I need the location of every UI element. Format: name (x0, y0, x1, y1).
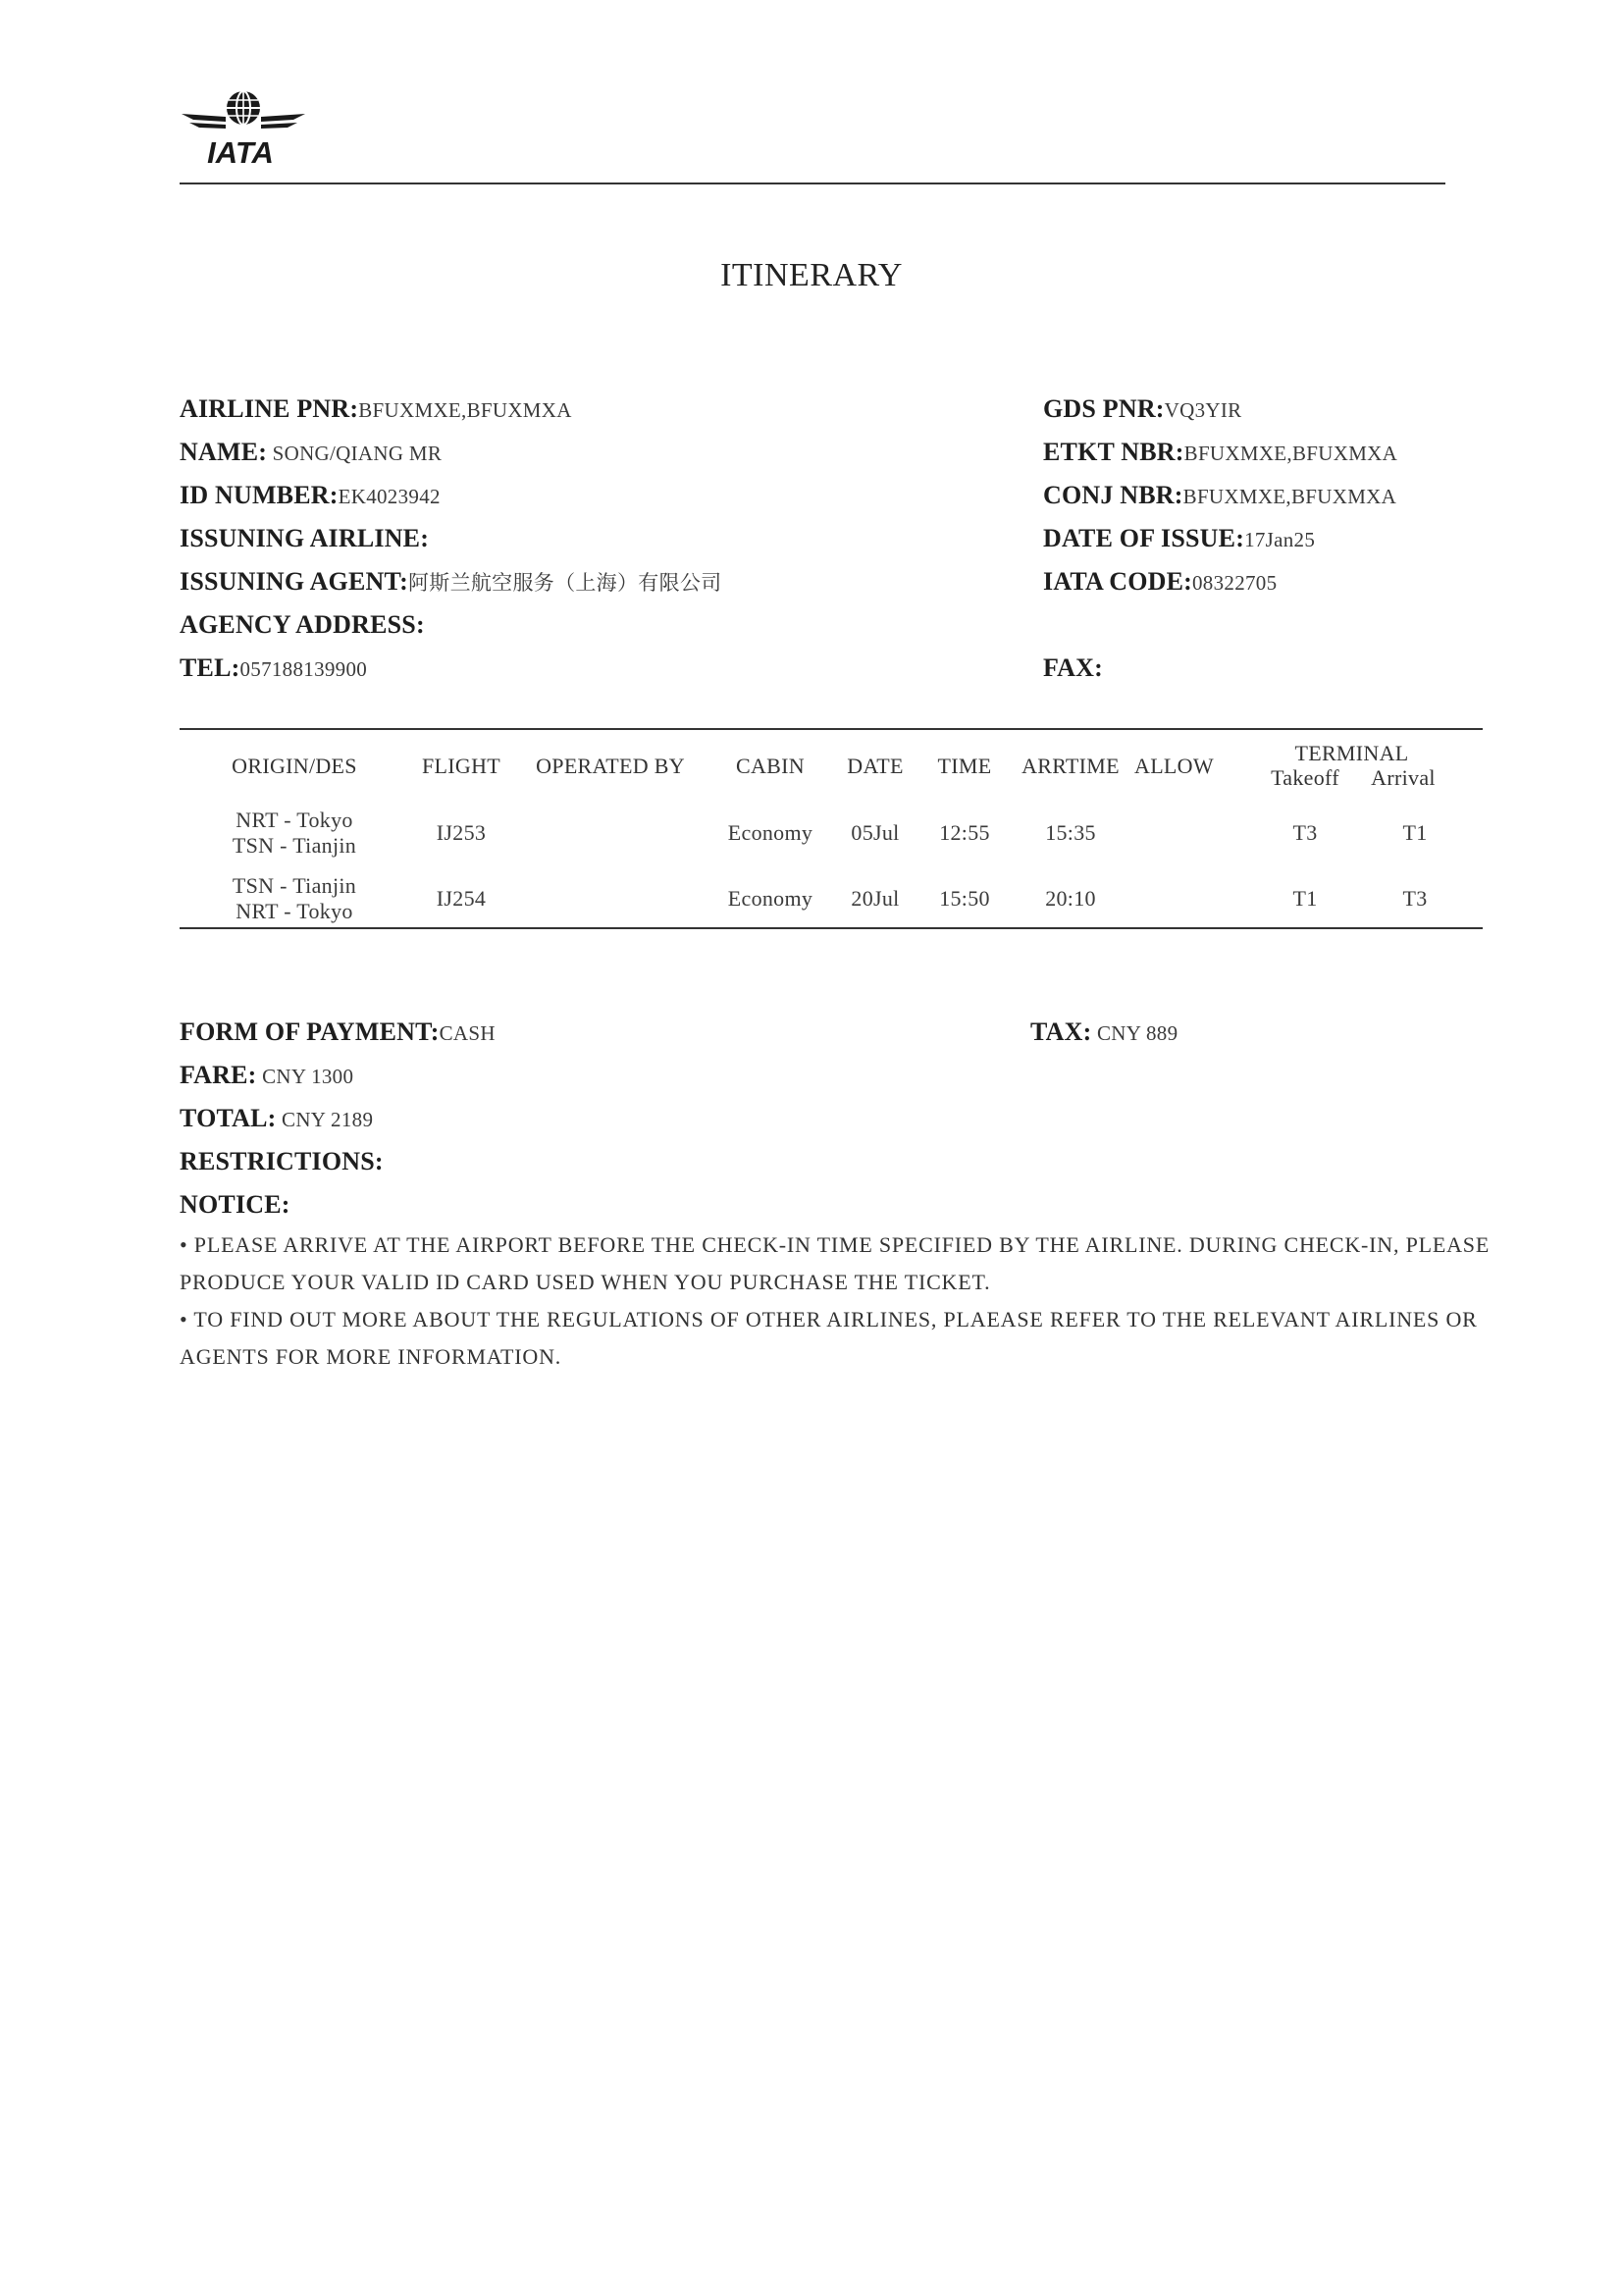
row-arrtime: 15:35 (1045, 820, 1096, 845)
header-divider (180, 183, 1445, 184)
notice-line: • TO FIND OUT MORE ABOUT THE REGULATIONS OF OTHER AIRLINES, PLAEASE REFER TO THE RELEVANT AIRLINES OR (180, 1307, 1478, 1331)
airline-pnr-field: AIRLINE PNR:BFUXMXE,BFUXMXA (180, 394, 572, 423)
notice-heading: NOTICE: (180, 1190, 290, 1219)
notice-line: AGENTS FOR MORE INFORMATION. (180, 1344, 562, 1369)
svg-text:IATA: IATA (207, 135, 274, 170)
row-destination: TSN - Tianjin (232, 833, 357, 858)
col-date: DATE (847, 754, 904, 778)
row-time: 12:55 (939, 820, 990, 845)
row-date: 05Jul (851, 820, 900, 845)
document-title: ITINERARY (720, 257, 903, 293)
notice-line: PRODUCE YOUR VALID ID CARD USED WHEN YOU PURCHASE THE TICKET. (180, 1270, 991, 1294)
form-of-payment-field: FORM OF PAYMENT:CASH (180, 1018, 496, 1046)
row-date: 20Jul (851, 886, 900, 911)
etkt-nbr-field: ETKT NBR:BFUXMXE,BFUXMXA (1043, 438, 1398, 466)
row-arrival-terminal: T3 (1402, 886, 1428, 911)
name-field: NAME: SONG/QIANG MR (180, 438, 443, 466)
row-origin: NRT - Tokyo (236, 808, 353, 832)
row-arrival-terminal: T1 (1402, 820, 1428, 845)
row-origin: TSN - Tianjin (232, 873, 357, 898)
col-takeoff: Takeoff (1271, 765, 1339, 790)
row-arrtime: 20:10 (1045, 886, 1096, 911)
tax-field: TAX: CNY 889 (1030, 1018, 1178, 1046)
table-top-rule (180, 728, 1483, 730)
row-cabin: Economy (727, 886, 813, 911)
iata-logo (180, 84, 307, 173)
total-field: TOTAL: CNY 2189 (180, 1104, 374, 1132)
restrictions-field: RESTRICTIONS: (180, 1147, 384, 1175)
col-allow: ALLOW (1134, 754, 1214, 778)
col-cabin: CABIN (736, 754, 805, 778)
table-bottom-rule (180, 927, 1483, 929)
tel-field: TEL:057188139900 (180, 653, 368, 682)
agency-address-field: AGENCY ADDRESS: (180, 610, 425, 639)
row-flight: IJ253 (436, 820, 487, 845)
row-destination: NRT - Tokyo (236, 899, 353, 923)
row-takeoff-terminal: T1 (1292, 886, 1318, 911)
col-arrtime: ARRTIME (1021, 754, 1120, 778)
col-arrival: Arrival (1371, 765, 1436, 790)
gds-pnr-field: GDS PNR:VQ3YIR (1043, 394, 1242, 423)
date-of-issue-field: DATE OF ISSUE:17Jan25 (1043, 524, 1316, 552)
iata-globe-wings-icon (180, 84, 307, 173)
issuing-agent-field: ISSUNING AGENT:阿斯兰航空服务（上海）有限公司 (180, 567, 722, 596)
fax-field: FAX: (1043, 653, 1103, 682)
id-number-field: ID NUMBER:EK4023942 (180, 481, 441, 509)
row-flight: IJ254 (436, 886, 487, 911)
notice-line: • PLEASE ARRIVE AT THE AIRPORT BEFORE THE CHECK-IN TIME SPECIFIED BY THE AIRLINE. DURING CHECK-IN, PLEASE (180, 1232, 1491, 1257)
issuing-airline-field: ISSUNING AIRLINE: (180, 524, 430, 552)
col-time: TIME (937, 754, 992, 778)
col-terminal: TERMINAL (1294, 741, 1409, 765)
row-cabin: Economy (727, 820, 813, 845)
col-flight: FLIGHT (421, 754, 500, 778)
col-origin-des: ORIGIN/DES (232, 754, 357, 778)
iata-code-field: IATA CODE:08322705 (1043, 567, 1278, 596)
fare-field: FARE: CNY 1300 (180, 1061, 354, 1089)
row-time: 15:50 (939, 886, 990, 911)
col-operated-by: OPERATED BY (536, 754, 685, 778)
conj-nbr-field: CONJ NBR:BFUXMXE,BFUXMXA (1043, 481, 1397, 509)
row-takeoff-terminal: T3 (1292, 820, 1318, 845)
